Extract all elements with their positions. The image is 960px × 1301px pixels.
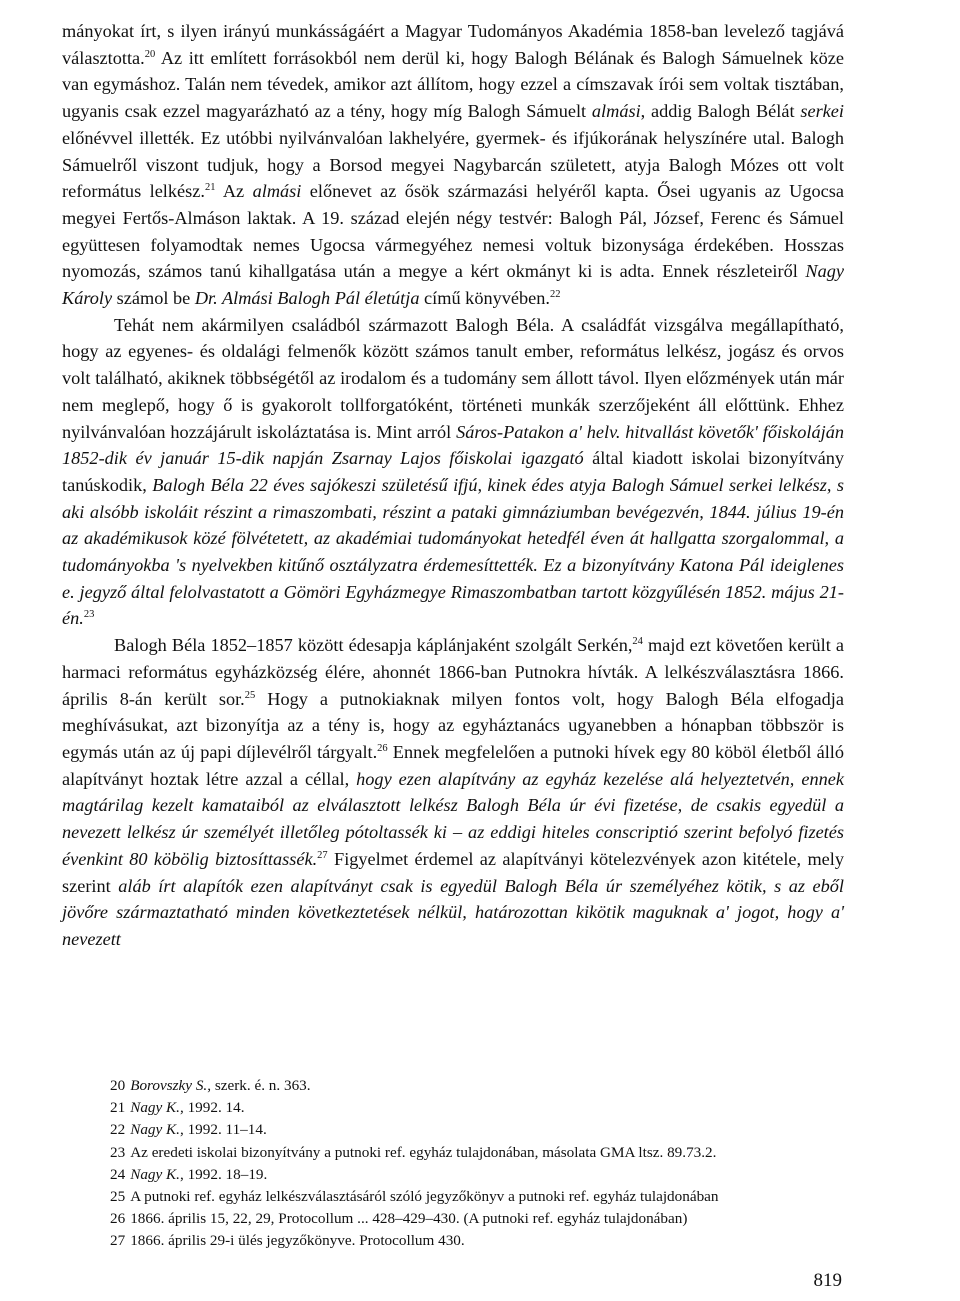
footnote bbox=[110, 1164, 850, 1186]
footnote-ref: 25 bbox=[244, 689, 256, 701]
italic-text: Balogh Béla 22 éves sajókeszi születésű ifjú, kinek édes atyja Balogh Sámuel serkei lelkész, s aki alsóbb iskoláit részint a rimaszombati, részint a pataki gimnáziumban bevégezvén, 1844. július 19-én az akadémikusok közé fölvétetett, az akadémiai tudományokat hetedfél éven át hallgatta szorgalommal, a tudományokba 's nyelvekben kitűnő osztályzatra érdemesíttették. Ez a bizonyítvány Katona Pál ideiglenes e. jegyző által felolvastatott a Gömöri Egyházmegye Rimaszombatban tartott közgyűlésén 1852. május 21-én. bbox=[62, 474, 844, 629]
italic-text: Borovszky S. bbox=[130, 1077, 208, 1094]
text-run: , szerk. é. n. 363. bbox=[207, 1077, 311, 1094]
italic-text: Nagy K. bbox=[130, 1165, 180, 1183]
italic-text: Nagy K. bbox=[130, 1099, 180, 1117]
italic-text: Dr. Almási Balogh Pál életútja bbox=[194, 288, 420, 309]
text-run: 1866. április 15, 22, 29, Protocollum ... 428–429–430. (A putnoki ref. egyház tulajdonában) bbox=[130, 1210, 688, 1228]
text-run: Hogy a putnokiaknak milyen fontos volt, hogy Balogh Béla elfogadja meghívásukat, azt bizonyítja az a tény is, hogy az egyháztanács ugyanebben a hónapban többször is egymás után az új papi díjlevélről tárgyalt. bbox=[62, 688, 844, 762]
italic-text: Nagy Károly bbox=[62, 261, 844, 309]
italic-text: almási bbox=[591, 101, 641, 122]
footnote bbox=[110, 1230, 850, 1252]
paragraph bbox=[62, 632, 844, 952]
text-run: 1866. április 29-i ülés jegyzőkönyve. Protocollum 430. bbox=[130, 1232, 465, 1250]
footnote-number: 21 bbox=[110, 1099, 126, 1117]
text-run: , addig Balogh Bélát bbox=[640, 101, 801, 122]
footnote-ref: 27 bbox=[317, 849, 328, 861]
paragraph bbox=[62, 312, 844, 632]
italic-text: almási bbox=[252, 181, 302, 202]
footnote-ref: 20 bbox=[144, 48, 156, 60]
footnote-ref: 22 bbox=[549, 288, 561, 300]
text-run: Ennek megfelelően a putnoki hívek egy 80 köböl életből álló alapítványt hoztak létre azzal a céllal, bbox=[62, 741, 844, 789]
footnotes bbox=[110, 1075, 850, 1253]
text-run: előnévvel illették. Ez utóbbi nyilvánvalóan lakhelyére, gyermek- és ifjúkorának helyszínére utal. Balogh Sámuelről viszont tudjuk, hogy a Borsod megyei Nagybarcán született, atyja Balogh Mózes ott volt református lelkész. bbox=[62, 127, 844, 202]
footnote bbox=[110, 1186, 850, 1208]
footnote-number: 26 bbox=[110, 1210, 126, 1228]
text-run: Balogh Béla 1852–1857 között édesapja káplánjaként szolgált Serkén, bbox=[114, 635, 633, 656]
footnote-number: 27 bbox=[110, 1232, 126, 1250]
footnote bbox=[110, 1208, 850, 1230]
italic-text: serkei bbox=[800, 101, 844, 122]
footnote bbox=[110, 1097, 850, 1119]
page-number: 819 bbox=[813, 1270, 842, 1291]
footnote bbox=[110, 1119, 850, 1141]
body-text bbox=[62, 18, 844, 953]
text-run: Tehát nem akármilyen családból származott Balogh Béla. A családfát vizsgálva megállapítható, hogy az egyenes- és oldalági felmenők között számos tanult ember, református lelkész, jogász és orvos volt található, akiknek többségétől az irodalom és a tudomány sem állott távol. Ilyen előzmények után már nem meglepő, hogy ő is gyakorolt tollforgatóként, történeti munkák szerzőjeként áll előttünk. Ehhez nyilvánvalóan hozzájárult iskoláztatása is. Mint arról bbox=[62, 314, 844, 442]
text-run: című könyvében. bbox=[419, 288, 550, 309]
text-run: A putnoki ref. egyház lelkészválasztásáról szóló jegyzőkönyv a putnoki ref. egyház tulajdonában bbox=[130, 1188, 719, 1206]
text-run: , 1992. 18–19. bbox=[179, 1165, 268, 1183]
text-run: Az eredeti iskolai bizonyítvány a putnoki ref. egyház tulajdonában, másolata GMA ltsz. 89.73.2. bbox=[130, 1143, 717, 1161]
text-run: előnevet az ősök származási helyéről kapta. Ősei ugyanis az Ugocsa megyei Fertős-Almáson laktak. A 19. század elején négy testvér: Balogh Pál, József, Ferenc és Sámuel együttesen folyamodtak nemes Ugocsa vármegyéhez nemesi voltuk bizonysága érdekében. Hosszas nyomozás, számos tanú kihallgatása után a megye a kért okmányt ki is adta. Ennek részleteiről bbox=[62, 181, 844, 282]
text-run: Az itt említett forrásokból nem derül ki, hogy Balogh Bélának és Balogh Sámuelnek köze van egymáshoz. Talán nem tévedek, amikor azt állítom, hogy ezzel a címszavak írói sem voltak tisztában, ugyanis csak ezzel magyarázható az a tény, hogy míg Balogh Sámuelt bbox=[62, 47, 844, 122]
footnote-number: 23 bbox=[110, 1143, 126, 1161]
footnote bbox=[110, 1075, 850, 1097]
footnote bbox=[110, 1142, 850, 1164]
text-run: Figyelmet érdemel az alapítványi kötelezvények azon kitétele, mely szerint bbox=[62, 848, 844, 896]
text-run: Az bbox=[215, 181, 253, 202]
footnote-ref: 23 bbox=[83, 609, 95, 621]
footnote-number: 25 bbox=[110, 1188, 126, 1206]
text-run: , 1992. 14. bbox=[179, 1099, 245, 1117]
footnote-ref: 26 bbox=[377, 742, 388, 754]
footnote-number: 22 bbox=[110, 1121, 126, 1139]
text-run: számol be bbox=[112, 288, 195, 309]
text-run: mányokat írt, s ilyen irányú munkásságáért a Magyar Tudományos Akadémia 1858-ban levelező tagjává választotta. bbox=[62, 21, 844, 68]
italic-text: Nagy K. bbox=[130, 1121, 180, 1139]
text-run: által kiadott iskolai bizonyítvány tanúskodik, bbox=[62, 448, 844, 495]
text-run: majd ezt követően került a harmaci református egyházközség élére, ahonnét 1866-ban Putnokra hívták. A lelkészválasztásra 1866. április 8-án került sor. bbox=[62, 635, 844, 709]
footnote-ref: 24 bbox=[632, 636, 643, 648]
footnote-number: 20 bbox=[110, 1077, 126, 1094]
text-run: , 1992. 11–14. bbox=[179, 1121, 267, 1139]
italic-text: aláb írt alapítók ezen alapítványt csak is egyedül Balogh Béla úr személyéhez kötik, s az eből jövőre származtatható minden következtetések nélkül, határozottan kikötik maguknak a' jogot, hogy a' nevezett bbox=[62, 875, 844, 949]
italic-text: hogy ezen alapítvány az egyház kezelése alá helyeztetvén, ennek magtárilag kezelt kamataiból az elválasztott lelkész Balogh Béla úr évi fizetése, de csakis egyedül a nevezett lelkész úr személyét illetőleg pótoltassék ki – az eddigi hiteles conscriptió szerint befolyó fizetés évenkint 80 köbölig biztosíttassék. bbox=[62, 768, 844, 869]
italic-text: Sáros-Patakon a' helv. hitvallást követők' főiskoláján 1852-dik év január 15-dik napján Zsarnay Lajos főiskolai igazgató bbox=[62, 421, 844, 469]
footnote-ref: 21 bbox=[204, 182, 216, 194]
paragraph bbox=[62, 18, 844, 312]
footnote-number: 24 bbox=[110, 1165, 126, 1183]
